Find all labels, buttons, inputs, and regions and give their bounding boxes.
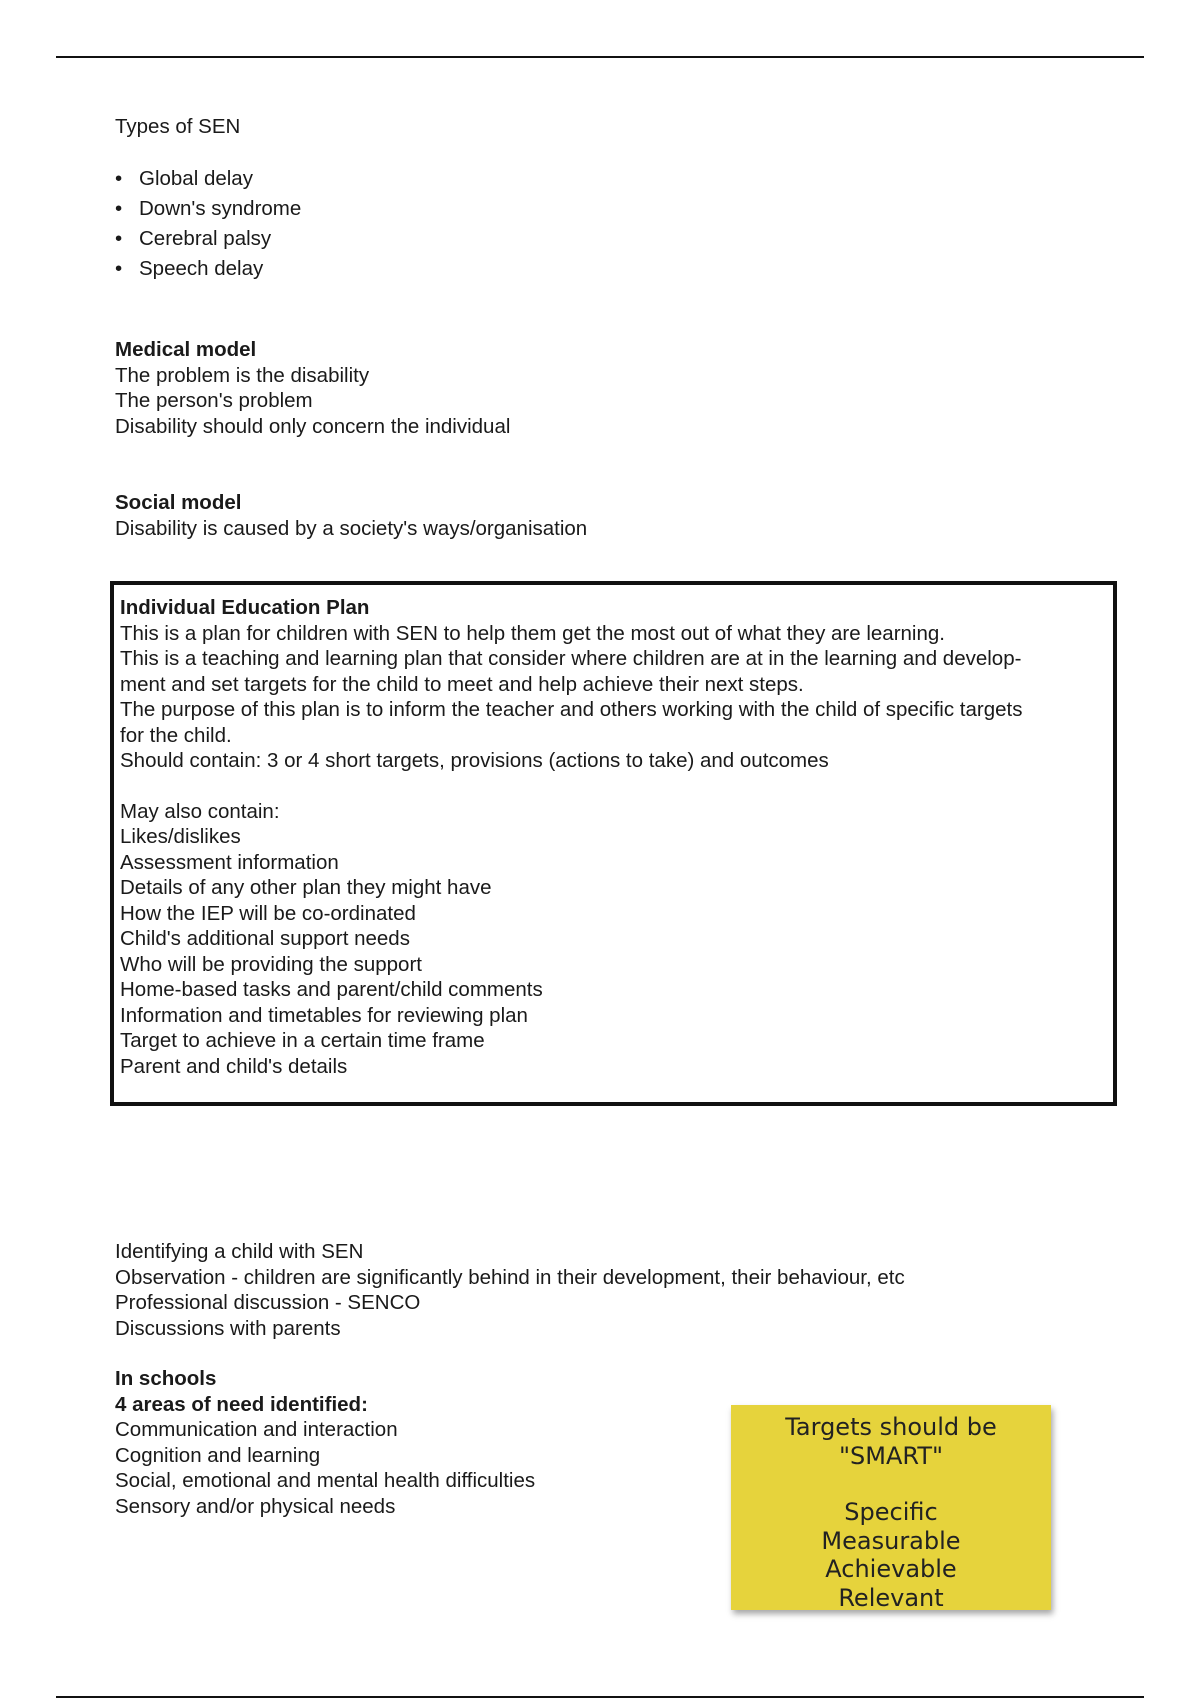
list-item: Likes/dislikes bbox=[120, 825, 241, 848]
list-item: Parent and child's details bbox=[120, 1054, 348, 1078]
smart-sticky-note bbox=[731, 1405, 1051, 1610]
text-line: Disability is caused by a society's ways/organisation bbox=[115, 516, 588, 540]
list-item: Social, emotional and mental health difficulties bbox=[115, 1469, 536, 1492]
list-item: Child's additional support needs bbox=[120, 927, 410, 950]
iep-also-heading: May also contain: bbox=[120, 799, 280, 823]
text-line: ment and set targets for the child to meet and help achieve their next steps. bbox=[120, 672, 804, 696]
sticky-title-line: Targets should be bbox=[785, 1413, 997, 1441]
areas-of-need-heading: 4 areas of need identified: bbox=[115, 1392, 368, 1416]
text-line: This is a teaching and learning plan that consider where children are at in the learning and develop- bbox=[120, 647, 1022, 670]
identifying-section bbox=[115, 1239, 905, 1341]
list-item: Who will be providing the support bbox=[120, 952, 422, 976]
list-item: Communication and interaction bbox=[115, 1418, 398, 1441]
bottom-rule bbox=[56, 1696, 1144, 1698]
text-line: Observation - children are significantly behind in their development, their behaviour, etc bbox=[115, 1265, 905, 1289]
types-of-sen-heading: Types of SEN bbox=[115, 115, 241, 138]
list-item: Achievable bbox=[825, 1555, 957, 1583]
medical-model-section bbox=[115, 337, 510, 439]
list-item: Details of any other plan they might have bbox=[120, 876, 492, 899]
top-rule bbox=[56, 56, 1144, 58]
list-item: Assessment information bbox=[120, 850, 339, 874]
list-item: • Cerebral palsy bbox=[115, 224, 301, 254]
list-item: • Speech delay bbox=[115, 254, 301, 284]
in-schools-section bbox=[115, 1366, 535, 1519]
text-line: The person's problem bbox=[115, 389, 313, 412]
list-item: Relevant bbox=[838, 1583, 944, 1610]
types-of-sen-list bbox=[115, 164, 301, 284]
list-item: Measurable bbox=[821, 1526, 961, 1555]
list-item: Information and timetables for reviewing plan bbox=[120, 1003, 528, 1027]
list-item: Target to achieve in a certain time frame bbox=[120, 1029, 485, 1052]
medical-model-heading: Medical model bbox=[115, 338, 257, 361]
list-item: Cognition and learning bbox=[115, 1443, 321, 1467]
text-line: Professional discussion - SENCO bbox=[115, 1291, 421, 1314]
list-item: Sensory and/or physical needs bbox=[115, 1494, 396, 1518]
iep-heading: Individual Education Plan bbox=[120, 596, 370, 619]
identifying-heading: Identifying a child with SEN bbox=[115, 1240, 364, 1263]
list-item: Home-based tasks and parent/child comments bbox=[120, 978, 543, 1001]
text-line: Should contain: 3 or 4 short targets, provisions (actions to take) and outcomes bbox=[120, 749, 829, 772]
list-item: Specific bbox=[844, 1498, 938, 1526]
sticky-title-line: "SMART" bbox=[838, 1441, 944, 1470]
iep-box bbox=[110, 581, 1117, 1106]
text-line: for the child. bbox=[120, 723, 232, 747]
text-line: Discussions with parents bbox=[115, 1316, 341, 1340]
text-line: The problem is the disability bbox=[115, 363, 370, 387]
text-line: The purpose of this plan is to inform the teacher and others working with the child of specific targets bbox=[120, 698, 1023, 721]
list-item: • Down's syndrome bbox=[115, 194, 301, 224]
list-item: • Global delay bbox=[115, 164, 301, 194]
in-schools-heading: In schools bbox=[115, 1367, 217, 1390]
social-model-section bbox=[115, 490, 587, 541]
types-of-sen-section bbox=[115, 114, 301, 284]
social-model-heading: Social model bbox=[115, 491, 242, 514]
text-line: Disability should only concern the individual bbox=[115, 414, 511, 438]
text-line: This is a plan for children with SEN to help them get the most out of what they are learning. bbox=[120, 621, 945, 645]
list-item: How the IEP will be co-ordinated bbox=[120, 901, 416, 925]
